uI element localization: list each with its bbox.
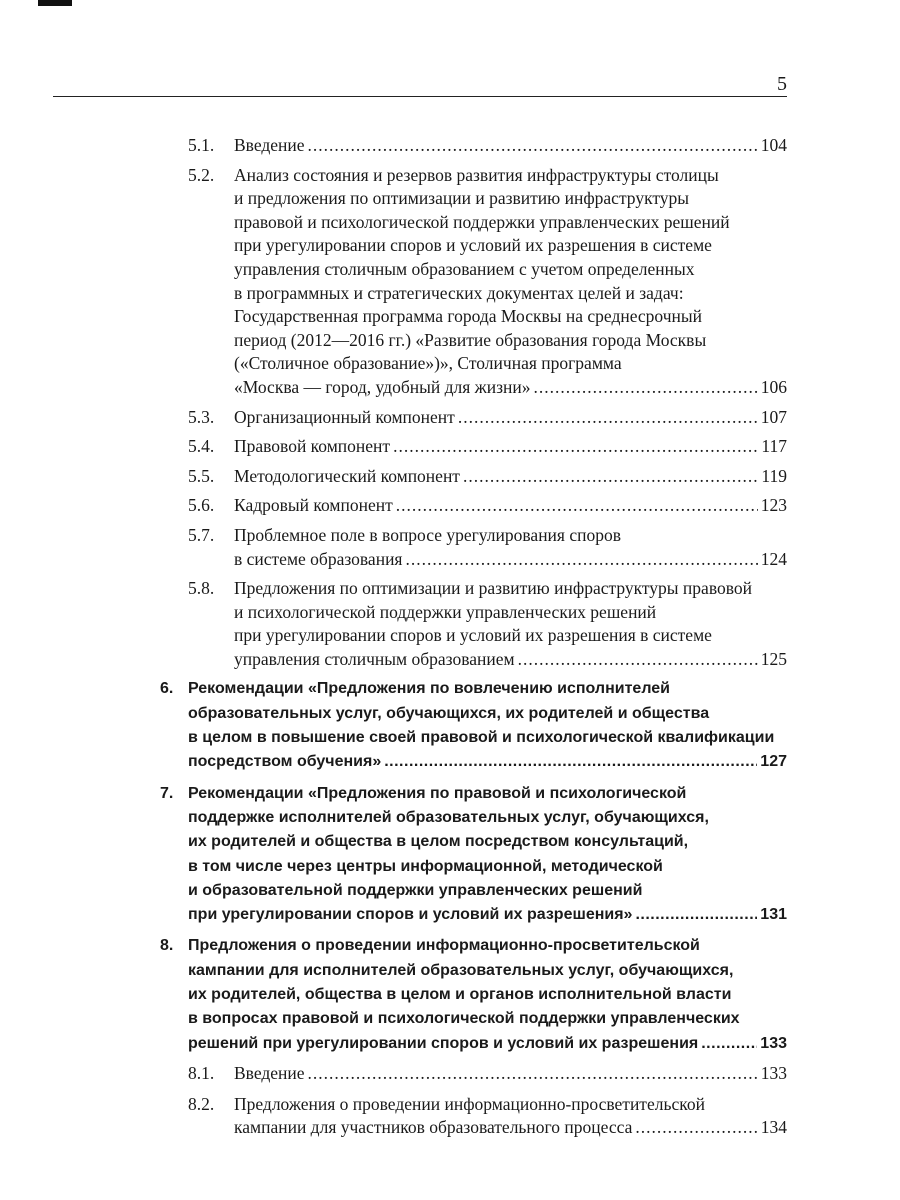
toc-page-number: 125 — [760, 648, 787, 669]
toc-leader-dots — [701, 1032, 757, 1056]
toc-title: «Москва — город, удобный для жизни» — [234, 376, 531, 397]
toc-leader-dots — [396, 494, 758, 518]
toc-title-line: Государственная программа города Москвы на среднесрочный — [234, 306, 703, 327]
header-rule — [53, 96, 787, 97]
toc-title-line: кампании для исполнителей образовательных услуг, обучающихся, — [188, 961, 734, 979]
toc-leader-dots — [308, 1062, 758, 1086]
toc-entry-6[interactable] — [0, 677, 900, 774]
toc-number: 5.3. — [188, 406, 215, 427]
toc-entry-8-1[interactable] — [0, 1062, 900, 1086]
toc-page-number: 117 — [761, 436, 787, 457]
toc-leader-dots — [518, 648, 758, 672]
toc-leader-dots — [384, 750, 757, 774]
toc-title-line: в вопросах правовой и психологической поддержки управленческих — [188, 1010, 740, 1028]
toc-entry-5-2[interactable] — [0, 164, 900, 400]
toc-title-line: в программных и стратегических документах целей и задач: — [234, 282, 684, 303]
toc-page-number: 124 — [760, 548, 787, 569]
toc-number: 5.2. — [188, 164, 215, 185]
page-number: 5 — [777, 73, 787, 95]
toc-entry-5-3[interactable] — [0, 406, 900, 430]
toc-leader-dots — [635, 1116, 757, 1140]
toc-number: 6. — [160, 680, 174, 698]
toc-leader-dots — [308, 134, 758, 158]
toc-title-line: в том числе через центры информационной, методической — [188, 857, 663, 875]
toc-entry-8[interactable] — [0, 934, 900, 1055]
toc-number: 5.4. — [188, 436, 215, 457]
toc-leader-dots — [458, 406, 758, 430]
toc-number: 5.1. — [188, 135, 215, 155]
toc-leader-dots — [405, 548, 757, 572]
toc-title: решений при урегулировании споров и условий их разрешения — [188, 1034, 699, 1052]
toc-page-number: 134 — [760, 1117, 787, 1138]
toc-title-line: Предложения о проведении информационно-просветительской — [188, 937, 700, 955]
toc-number: 5.8. — [188, 578, 215, 599]
toc-entry-8-2[interactable] — [0, 1093, 900, 1140]
toc-title-line: Предложения о проведении информационно-просветительской — [234, 1093, 705, 1114]
toc-entry-5-7[interactable] — [0, 524, 900, 571]
toc-page-number: 123 — [760, 495, 787, 516]
toc-title: Введение — [234, 1062, 305, 1083]
toc-entry-7[interactable] — [0, 782, 900, 928]
toc-title-line: Рекомендации «Предложения по вовлечению исполнителей — [188, 680, 671, 698]
toc-page-number: 133 — [760, 1034, 787, 1052]
toc-leader-dots — [463, 465, 758, 489]
toc-title: Методологический компонент — [234, 465, 460, 486]
toc-title: Введение — [234, 135, 305, 155]
toc-title-line: в целом в повышение своей правовой и психологической квалификации — [188, 729, 775, 747]
toc-entry-5-6[interactable] — [0, 494, 900, 518]
toc-title: Правовой компонент — [234, 436, 391, 457]
toc-page-number: 119 — [761, 465, 787, 486]
toc-title-line: образовательных услуг, обучающихся, их родителей и общества — [188, 704, 710, 722]
toc-page-number: 104 — [760, 135, 787, 155]
toc-leader-dots — [393, 435, 758, 459]
toc-title-line: их родителей и общества в целом посредством консультаций, — [188, 833, 689, 851]
toc-title-line: Предложения по оптимизации и развитию инфраструктуры правовой — [234, 578, 752, 599]
toc-title-line: при урегулировании споров и условий их разрешения в системе — [234, 625, 712, 646]
toc-title-line: Анализ состояния и резервов развития инфраструктуры столицы — [234, 164, 719, 185]
toc-entry-5-8[interactable] — [0, 577, 900, 671]
toc-page-number: 106 — [760, 376, 787, 397]
toc-title: управления столичным образованием — [234, 648, 515, 669]
toc-title-line: правовой и психологической поддержки управленческих решений — [234, 211, 730, 232]
toc-number: 8.1. — [188, 1062, 215, 1083]
toc-title: Организационный компонент — [234, 406, 455, 427]
toc-title: при урегулировании споров и условий их разрешения» — [188, 906, 633, 924]
toc-title-line: и психологической поддержки управленческих решений — [234, 601, 657, 622]
toc-number: 5.7. — [188, 524, 215, 545]
toc-number: 8.2. — [188, 1093, 215, 1114]
toc-title-line: и предложения по оптимизации и развитию инфраструктуры — [234, 188, 690, 209]
toc-leader-dots — [635, 903, 757, 927]
toc-title-line: и образовательной поддержки управленческих решений — [188, 881, 643, 899]
toc-page-number: 133 — [760, 1062, 787, 1083]
toc-leader-dots — [534, 376, 758, 400]
toc-title-line: Проблемное поле в вопросе урегулирования споров — [234, 524, 621, 545]
corner-mark — [38, 0, 72, 6]
toc-number: 7. — [160, 784, 174, 802]
toc-entry-5-5[interactable] — [0, 465, 900, 489]
toc-number: 5.5. — [188, 465, 215, 486]
toc-title-line: Рекомендации «Предложения по правовой и психологической — [188, 784, 687, 802]
toc-entry-5-4[interactable] — [0, 435, 900, 459]
toc-title-line: («Столичное образование»)», Столичная программа — [234, 353, 622, 374]
toc-title-line: период (2012—2016 гг.) «Развитие образования города Москвы — [234, 329, 707, 350]
toc-number: 8. — [160, 937, 174, 955]
toc-entry-5-1[interactable] — [0, 134, 900, 158]
toc-title: в системе образования — [234, 548, 403, 569]
toc-title: посредством обучения» — [188, 753, 382, 771]
toc-title-line: управления столичным образованием с учетом определенных — [234, 258, 695, 279]
toc-page-number: 107 — [760, 406, 787, 427]
table-of-contents — [0, 134, 900, 1140]
toc-page-number: 131 — [760, 906, 787, 924]
toc-title-line: при урегулировании споров и условий их разрешения в системе — [234, 235, 712, 256]
toc-title: кампании для участников образовательного процесса — [234, 1117, 633, 1138]
toc-number: 5.6. — [188, 495, 215, 516]
toc-title-line: их родителей, общества в целом и органов исполнительной власти — [188, 986, 732, 1004]
toc-page-number: 127 — [760, 753, 787, 771]
toc-title-line: поддержке исполнителей образовательных услуг, обучающихся, — [188, 808, 709, 826]
toc-title: Кадровый компонент — [234, 495, 393, 516]
